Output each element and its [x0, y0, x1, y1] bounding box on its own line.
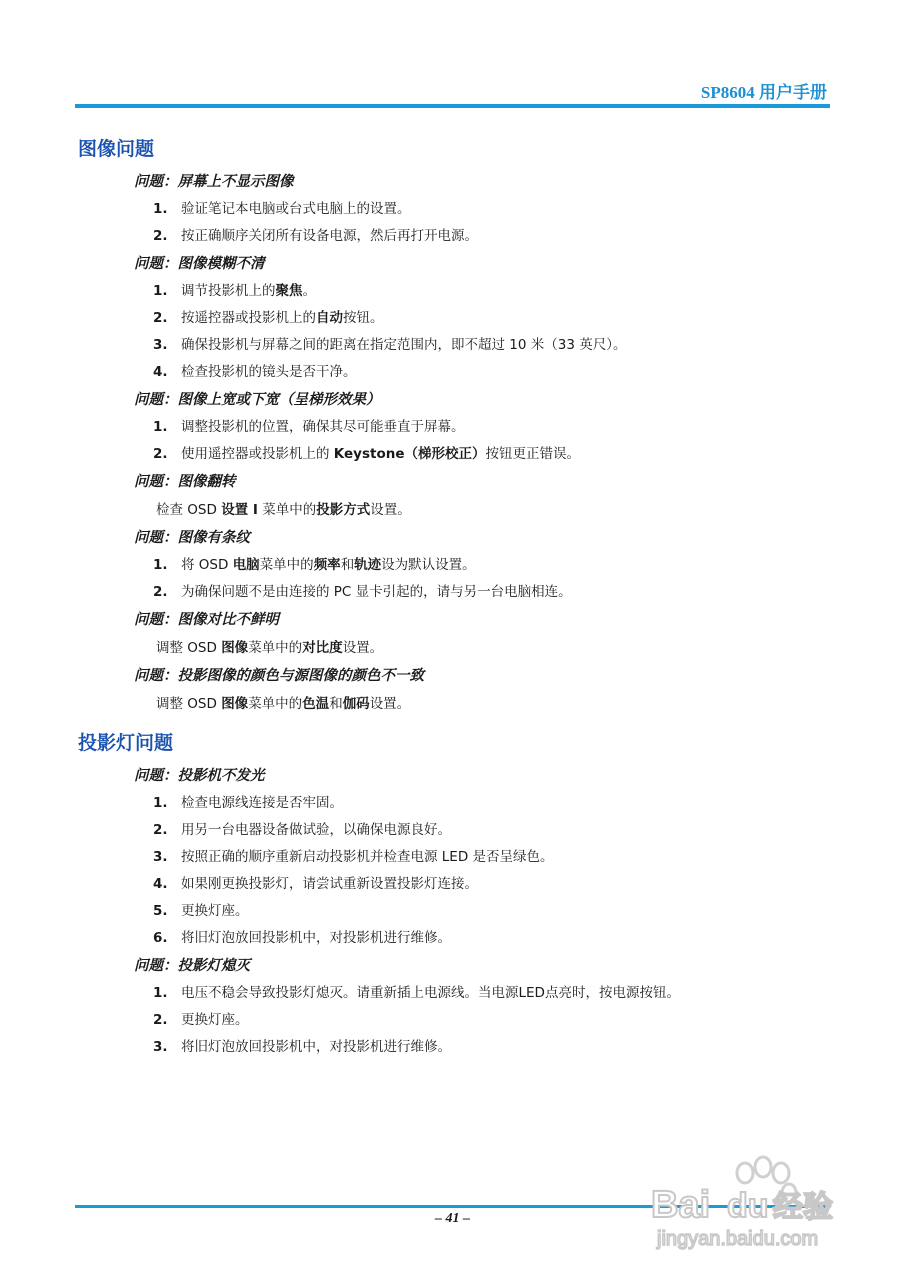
question-no-image: 问题：屏幕上不显示图像 — [134, 174, 294, 190]
list-item: 2. 按遥控器或投影机上的自动按钮。 — [153, 310, 384, 326]
list-item: 5. 更换灯座。 — [153, 903, 249, 919]
question-lamp-off: 问题：投影灯熄灭 — [134, 958, 250, 974]
list-item: 2. 更换灯座。 — [153, 1012, 249, 1028]
section-title-image: 图像问题 — [78, 138, 155, 160]
question-flipped: 问题：图像翻转 — [134, 474, 236, 490]
answer-text: 调整 OSD 图像菜单中的对比度设置。 — [156, 640, 384, 656]
section-title-lamp: 投影灯问题 — [78, 732, 174, 754]
answer-text: 调整 OSD 图像菜单中的色温和伽码设置。 — [156, 696, 411, 712]
list-item: 4. 如果刚更换投影灯，请尝试重新设置投影灯连接。 — [153, 876, 478, 892]
header-rule — [75, 104, 830, 108]
list-item: 2. 为确保问题不是由连接的 PC 显卡引起的，请与另一台电脑相连。 — [153, 584, 572, 600]
question-color: 问题：投影图像的颜色与源图像的颜色不一致 — [134, 668, 424, 684]
list-item: 1. 调节投影机上的聚焦。 — [153, 283, 316, 299]
question-blurry: 问题：图像模糊不清 — [134, 256, 265, 272]
question-keystone: 问题：图像上宽或下宽（呈梯形效果） — [134, 392, 381, 408]
list-item: 3. 按照正确的顺序重新启动投影机并检查电源 LED 是否呈绿色。 — [153, 849, 554, 865]
question-stripes: 问题：图像有条纹 — [134, 530, 250, 546]
list-item: 2. 使用遥控器或投影机上的 Keystone（梯形校正）按钮更正错误。 — [153, 446, 581, 462]
list-item: 3. 将旧灯泡放回投影机中，对投影机进行维修。 — [153, 1039, 451, 1055]
list-item: 2. 按正确顺序关闭所有设备电源，然后再打开电源。 — [153, 228, 478, 244]
list-item: 3. 确保投影机与屏幕之间的距离在指定范围内，即不超过 10 米（33 英尺）。 — [153, 337, 627, 353]
list-item: 1. 检查电源线连接是否牢固。 — [153, 795, 343, 811]
svg-text:Bai: Bai — [651, 1184, 711, 1226]
list-item: 1. 调整投影机的位置，确保其尽可能垂直于屏幕。 — [153, 419, 465, 435]
page-number: – 41 – — [435, 1211, 470, 1226]
list-item: 6. 将旧灯泡放回投影机中，对投影机进行维修。 — [153, 930, 451, 946]
page-header-title: SP8604 用户手册 — [700, 83, 827, 102]
list-item: 2. 用另一台电器设备做试验，以确保电源良好。 — [153, 822, 451, 838]
answer-text: 检查 OSD 设置 I 菜单中的投影方式设置。 — [156, 502, 411, 518]
svg-text:du: du — [727, 1187, 769, 1225]
list-item: 1. 将 OSD 电脑菜单中的频率和轨迹设为默认设置。 — [153, 557, 476, 573]
baidu-watermark-logo — [645, 1145, 855, 1255]
list-item: 4. 检查投影机的镜头是否干净。 — [153, 364, 357, 380]
page-content — [78, 134, 838, 1061]
question-contrast: 问题：图像对比不鲜明 — [134, 612, 279, 628]
question-no-light: 问题：投影机不发光 — [134, 768, 265, 784]
svg-text:经验: 经验 — [773, 1190, 833, 1225]
list-item: 1. 电压不稳会导致投影灯熄灭。请重新插上电源线。当电源LED点亮时，按电源按钮。 — [153, 985, 680, 1001]
list-item: 1. 验证笔记本电脑或台式电脑上的设置。 — [153, 201, 411, 217]
svg-text:jingyan.baidu.com: jingyan.baidu.com — [657, 1228, 819, 1250]
